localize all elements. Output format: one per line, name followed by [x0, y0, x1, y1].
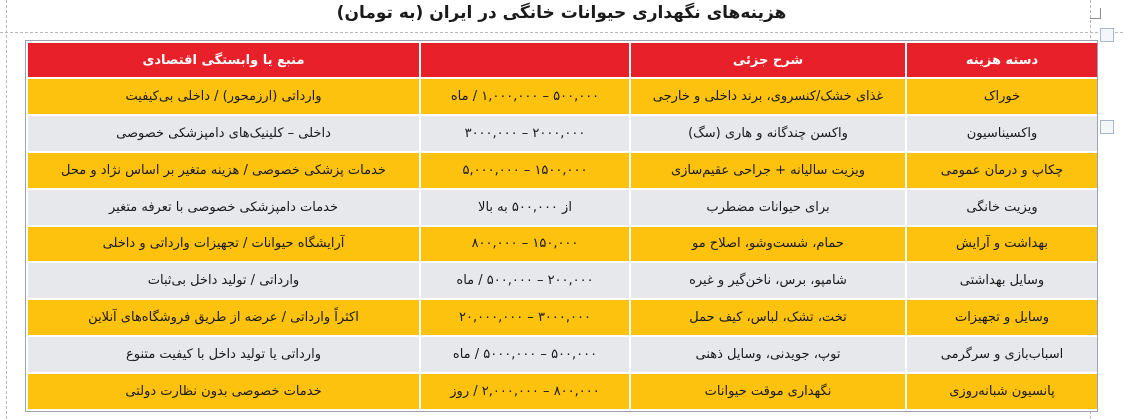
- table-resize-handle[interactable]: [1100, 120, 1114, 134]
- cell-economic-source: خدمات خصوصی بدون نظارت دولتی: [28, 374, 419, 409]
- header-cost-category: دسته هزینه: [907, 43, 1097, 77]
- cell-price-range: ۵۰۰,۰۰۰ – ۱,۰۰۰,۰۰۰ / ماه: [421, 79, 629, 114]
- table-row: [28, 190, 1097, 225]
- table-move-handle[interactable]: [1100, 28, 1114, 42]
- cell-description: برای حیوانات مضطرب: [631, 190, 905, 225]
- table-row: [28, 116, 1097, 151]
- cell-price-range: ۱۵۰,۰۰۰ – ۸۰۰,۰۰۰: [421, 227, 629, 262]
- document-title: هزینه‌های نگهداری حیوانات خانگی در ایران (به تومان): [336, 3, 787, 23]
- table-row: [28, 263, 1097, 298]
- table-row: [28, 337, 1097, 372]
- cell-cost-category: وسایل بهداشتی: [907, 263, 1097, 298]
- cell-price-range: ۲۰۰۰,۰۰۰ – ۳۰۰۰,۰۰۰: [421, 116, 629, 151]
- cell-description: توپ، جویدنی، وسایل ذهنی: [631, 337, 905, 372]
- cell-economic-source: خدمات دامپزشکی خصوصی با تعرفه متغیر: [28, 190, 419, 225]
- cell-cost-category: واکسیناسیون: [907, 116, 1097, 151]
- cell-economic-source: وارداتی / تولید داخل بی‌ثبات: [28, 263, 419, 298]
- cell-description: واکسن چندگانه و هاری (سگ): [631, 116, 905, 151]
- header-price-range: [421, 43, 629, 77]
- cell-economic-source: خدمات پزشکی خصوصی / هزینه متغیر بر اساس نژاد و محل: [28, 153, 419, 188]
- cell-description: غذای خشک/کنسروی، برند داخلی و خارجی: [631, 79, 905, 114]
- table-row: [28, 227, 1097, 262]
- cell-price-range: ۸۰۰,۰۰۰ – ۲,۰۰۰,۰۰۰ / روز: [421, 374, 629, 409]
- table-row: [28, 153, 1097, 188]
- cell-cost-category: اسباب‌بازی و سرگرمی: [907, 337, 1097, 372]
- cell-cost-category: خوراک: [907, 79, 1097, 114]
- cell-description: تخت، تشک، لباس، کیف حمل: [631, 300, 905, 335]
- cost-table: [26, 41, 1099, 411]
- table-row: [28, 374, 1097, 409]
- cell-description: ویزیت سالیانه + جراحی عقیم‌سازی: [631, 153, 905, 188]
- cell-economic-source: اکثراً وارداتی / عرضه از طریق فروشگاه‌های آنلاین: [28, 300, 419, 335]
- page-margin-guide-horizontal: [0, 32, 1123, 33]
- cost-table-container: [25, 40, 1098, 412]
- header-economic-source: منبع یا وابستگی اقتصادی: [28, 43, 419, 77]
- cell-cost-category: بهداشت و آرایش: [907, 227, 1097, 262]
- cell-description: شامپو، برس، ناخن‌گیر و غیره: [631, 263, 905, 298]
- cell-cost-category: پانسیون شبانه‌روزی: [907, 374, 1097, 409]
- cell-economic-source: آرایشگاه حیوانات / تجهیزات وارداتی و داخلی: [28, 227, 419, 262]
- cell-price-range: ۵۰۰,۰۰۰ – ۵۰۰۰,۰۰۰ / ماه: [421, 337, 629, 372]
- cell-cost-category: وسایل و تجهیزات: [907, 300, 1097, 335]
- table-row: [28, 79, 1097, 114]
- cell-economic-source: وارداتی (ارزمحور) / داخلی بی‌کیفیت: [28, 79, 419, 114]
- page-margin-guide-left: [6, 0, 7, 419]
- table-header-row: [28, 43, 1097, 77]
- cell-cost-category: چکاپ و درمان عمومی: [907, 153, 1097, 188]
- cell-economic-source: داخلی – کلینیک‌های دامپزشکی خصوصی: [28, 116, 419, 151]
- cell-price-range: از ۵۰۰,۰۰۰ به بالا: [421, 190, 629, 225]
- cell-price-range: ۳۰۰۰,۰۰۰ – ۲۰,۰۰۰,۰۰۰: [421, 300, 629, 335]
- cell-price-range: ۱۵۰۰,۰۰۰ – ۵,۰۰۰,۰۰۰: [421, 153, 629, 188]
- table-row: [28, 300, 1097, 335]
- cell-price-range: ۲۰۰,۰۰۰ – ۵۰۰,۰۰۰ / ماه: [421, 263, 629, 298]
- cell-description: حمام، شست‌وشو، اصلاح مو: [631, 227, 905, 262]
- cell-description: نگهداری موقت حیوانات: [631, 374, 905, 409]
- header-description: شرح جزئی: [631, 43, 905, 77]
- cell-economic-source: وارداتی یا تولید داخل با کیفیت متنوع: [28, 337, 419, 372]
- cell-cost-category: ویزیت خانگی: [907, 190, 1097, 225]
